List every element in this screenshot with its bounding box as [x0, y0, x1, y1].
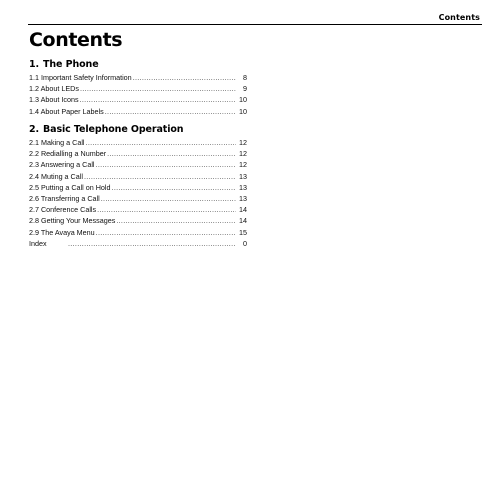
dot-leader: [86, 137, 236, 148]
toc-entry[interactable]: [29, 182, 247, 193]
section-number: 1.: [29, 59, 40, 70]
dot-leader: [80, 83, 236, 94]
toc-entry[interactable]: [29, 215, 247, 226]
toc-entry-page: 9: [243, 84, 247, 94]
toc-entry-page: 15: [239, 227, 247, 237]
toc-entry-list: [29, 137, 247, 249]
running-header: Contents: [438, 13, 480, 22]
dot-leader: [105, 106, 236, 117]
toc-section-basic-telephone-operation: [29, 124, 247, 249]
toc-entry[interactable]: [29, 227, 247, 238]
toc-entry-page: 13: [239, 182, 247, 192]
toc-entry[interactable]: [29, 137, 247, 148]
toc-entry-label: 2.2 Redialling a Number: [29, 149, 107, 159]
header-rule: [28, 24, 482, 25]
toc-entry-label: 2.3 Answering a Call: [29, 160, 95, 170]
toc-entry-page: 10: [239, 106, 247, 116]
toc-entry[interactable]: [29, 193, 247, 204]
toc-entry-index[interactable]: [29, 238, 247, 249]
toc-entry-label: 2.8 Getting Your Messages: [29, 216, 116, 226]
toc-entry-label: 1.3 About Icons: [29, 95, 79, 105]
toc-entry-page: 12: [239, 160, 247, 170]
dot-leader: [112, 182, 236, 193]
dot-leader: [107, 148, 236, 159]
toc-entry-page: 14: [239, 205, 247, 215]
page-title: Contents: [29, 29, 123, 51]
toc-entry-list: [29, 72, 247, 117]
toc-section-the-phone: [29, 59, 247, 117]
dot-leader: [96, 227, 236, 238]
toc-entry-label: 2.5 Putting a Call on Hold: [29, 182, 111, 192]
toc-entry[interactable]: [29, 72, 247, 83]
dot-leader: [80, 94, 236, 105]
toc-entry-page: 13: [239, 171, 247, 181]
toc-entry-page: 13: [239, 193, 247, 203]
section-heading: [29, 124, 247, 136]
toc-entry-page: 0: [243, 238, 247, 248]
toc-entry-label: 1.4 About Paper Labels: [29, 106, 104, 116]
toc-entry-label: 1.1 Important Safety Information: [29, 73, 132, 82]
dot-leader: [96, 159, 236, 170]
dot-leader: [97, 204, 236, 215]
toc-entry[interactable]: [29, 171, 247, 182]
dot-leader: [133, 72, 236, 83]
toc-entry-label: Index: [29, 238, 47, 248]
toc-entry-page: 12: [239, 149, 247, 159]
section-heading: [29, 59, 247, 71]
dot-leader: [68, 238, 236, 249]
toc-entry[interactable]: [29, 106, 247, 117]
toc-entry-label: 2.4 Muting a Call: [29, 171, 83, 181]
toc-entry[interactable]: [29, 204, 247, 215]
section-title: Basic Telephone Operation: [43, 124, 184, 135]
toc-entry[interactable]: [29, 94, 247, 105]
dot-leader: [84, 171, 236, 182]
toc-entry-label: 2.6 Transferring a Call: [29, 193, 100, 203]
toc-entry[interactable]: [29, 148, 247, 159]
toc-entry-page: 12: [239, 138, 247, 147]
toc-entry[interactable]: [29, 159, 247, 170]
toc-entry-label: 2.9 The Avaya Menu: [29, 227, 95, 237]
toc-entry-page: 14: [239, 216, 247, 226]
toc-entry-label: 1.2 About LEDs: [29, 84, 79, 94]
toc-entry-page: 10: [239, 95, 247, 105]
dot-leader: [101, 193, 236, 204]
toc-entry[interactable]: [29, 83, 247, 94]
toc-entry-label: 2.7 Conference Calls: [29, 205, 97, 215]
toc-entry-label: 2.1 Making a Call: [29, 138, 85, 147]
section-title: The Phone: [43, 59, 99, 70]
section-number: 2.: [29, 124, 40, 135]
toc-entry-page: 8: [243, 73, 247, 82]
dot-leader: [116, 215, 236, 226]
